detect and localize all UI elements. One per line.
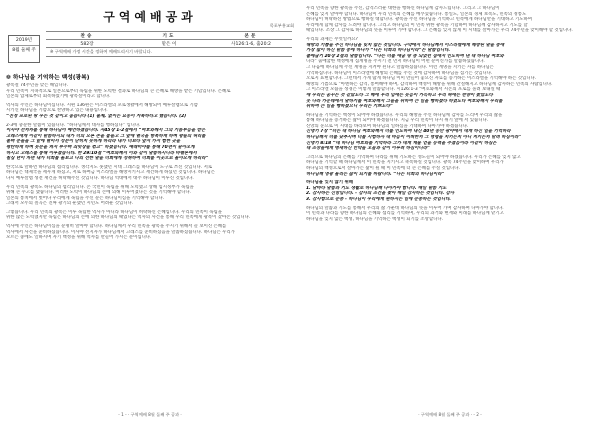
text-line: 다시 예루살렘 성전 재건을 허락해주신 것입니다. 하나님 역대에서 대주 하나님이 이루신 것입니다. [6,175,194,181]
bulletin-title: 구역예배공과 [103,10,197,24]
scripture-quote-line: 에 우리는 꿈꾸는 것 같았도다 그 때에 우리 입에는 웃음이 가득하고 우리 혀에는 찬양이 찼었도다 [306,92,493,98]
paragraph [6,224,294,241]
header-prayer: 기도 [128,32,210,40]
scripture-quote-line: 하시고 고레스를 통해 이루셨습니다. 한 29:10절 “여호와께서 이와 같이 말씀하시니라 바벨론에서 [6,150,197,156]
scripture-quote-line: 이사야 선지자를 통해 하나님이 예언하셨습니다. 사45장 1-2절에서 “여호와께서 그의 기름부음을 받은 [6,128,206,134]
text-line: 우리 민족이 지속적으로 일본으로부터 독립을 위한 노력한 결과로 하나님의 큰 은혜로 해방을 받은 기념입니다. 은혜로 [6,88,231,94]
scripture-quote-line: 하나님께 영광 돌리는 삶이 되기를 바랍니다. “나는 너희의 하나님이라” [306,171,445,177]
right-footer: · 구역예배 8월 둘째 주 공과 · - 2 - [418,412,482,417]
paragraph [6,165,294,182]
paragraph [6,103,294,120]
text-line: 역사에서 사건을 준비하셨습니다. 이사야 선지자가 하나님께서 고레스를 준비하셨음을 말씀하셨습니다. 하나님은 우리가 [6,229,235,235]
text-line: 이 민족과 나라를 향한 하나님의 은혜와 섭리를 기억하며, 우리의 과거와 현재와 미래를 하나님께 맡기고 [306,211,504,217]
scripture-quote-line: 뭇 나라 가운데에서 말하기를 여호와께서 그들을 위하여 큰 일을 행하셨다 하였도다 여호와께서 우리를 [306,98,503,104]
paragraph [306,155,594,177]
right-page [306,6,594,418]
text-line: 그러므로 하나님의 은혜를 기억하며 나라를 위해 기도하는 성도들이 되어야 하겠습니다. 우리가 은혜를 잊지 않고 [306,154,521,160]
closing-paragraph [306,206,594,223]
reminder-item: 2. 감사하는 신앙입니다. - 감사의 조건을 찾아 매일 감사하는 것입니다. 감사 [306,191,455,197]
text-line: 하나님을 잊지 않는 백성, 하나님을 기억하는 백성이 되기를 소망합니다. [306,216,443,222]
text-line: 시키신 하나님을 기쁨으로 찬양하고 있는 내용입니다. [6,108,108,114]
scripture-quote-line: 가장 많이 하신 말씀 중에 하나가 “나는 너희의 하나님이라”는 말씀입니다. [306,48,451,54]
text-line: 때입니다. 조상 그 감사로 하나님의 뜻을 이루어 가야 합니다. 그 은혜를 잊지 않게 이 시대를 살아가는 우리 74주년을 맞이해야 할 것입니다. [306,28,573,34]
text-line: 그 이스라엘 모습을 성경은 이렇게 말씀합니다. 시126:1-3 “여호와께서 시온의 포로를 돌려 보내실 때 [306,87,501,93]
header-scripture: 본문 [210,32,292,40]
text-line: 역사에 주인은 하나님이심을 분명히 알아야 합니다. 하나님께서 우리 민족을 광복을 주시기 위해서 늘 보이신 은혜를 [6,224,227,230]
left-footer: - 1 - · 구역예배 8월 둘째 주 공과 · [118,412,182,417]
scripture-reference: 사126:1-6, 출20:2 [210,40,292,48]
scripture-quote-line: 해방의 기쁨을 주신 하나님을 잊지 않는 것입니다. 구약에서 하나님께서 이스라엘에게 해방된 말을 중에 [306,42,505,48]
hymn-number: 582장 [46,40,128,48]
text-line: 그래서 모두의 질곡은 진짜 광기의 둔했던 시민도 어려운 것입니다. [6,201,134,207]
text-line: 기억하십니다. 하나님이 이스라엘에 해방의 은혜를 주신 것에 감사하며 하나님을 섬기는 것입니다. [306,70,493,76]
paragraph [6,123,294,162]
scripture-quote-line: 하나님께서 너를 낮추시며 너를 시험하사 네 마음이 어떠한지 그 명령을 지키는지 아니 지키는지 알려 하심이라” [306,135,522,141]
text-line: 니라” 출애굽한 백성에게 십계명을 주시기 전 먼저 하나님이 어떤 분이신가를 말씀하셨습니다. [306,59,485,65]
scripture-quote-line: 신명기 8:18 “네 하나님 여호와를 기억하라 그가 네게 재물 얻을 능력을 주셨음이라 이같이 하심은 [306,140,497,146]
text-line: 위해 큰 수고를 했습니다. 이러한 노력이 하나님의 손에 의해 이루어졌다는 것을 기억해야 합니다. [6,190,191,196]
reminder-item: 1. 날마다 말씀과 기도 생활로 하나님께 나아가야 합니다. 매일 말씀 기도 [306,185,447,191]
scripture-quote-line: 출애굽기 20장 2절의 말씀입니다. “나는 너를 애굽 땅 종 되었던 집에서 인도하여 낸 네 하나님 여호와 [306,53,504,59]
text-line: 신앙의 눈으로 이 시대를 바라보며 하나님의 일하심을 기대하며 나아가야 하겠습니다. [306,123,469,129]
left-page [6,6,294,418]
reminder-section [306,180,594,202]
worship-order-table [46,31,292,57]
text-line: 광복절 74주년을 맞는 해입니다. [6,83,69,88]
scripture-quote-line: 위하여 큰 일을 행하셨으니 우리는 기쁘도다” [306,104,393,110]
text-line: 그렇습니다. 우리 민족의 광복은 이루 독립한 역사가 아니라 하나님이 허락하신 은혜입니다. 우리의 민족이 독립을 [6,209,223,215]
text-line: 우리 민족의 광복도 하나님의 섭리입니다. 온 국민이 독립을 위해 노력했고 상해 임시정부가 독립을 [6,184,194,190]
scripture-quote-line: “진정 포로된 땅 우는 것 같이고 옵습니다 (1) 물제, 없이는 요동이 거룩하다고 했습니다. (2) [6,113,187,119]
text-line: 하나님이 허락하신 방법으로 행하실 대합니다. 광복을 주신 하나님을 기억하고 민족에게 하나님만을 기대하고 기도하며 [306,17,532,23]
reminder-title: 하나님을 잊지 않기 위해 [306,180,354,186]
scripture-quote-line: 고레스에게 이같이 말씀하시되 내가 너의 오른 손을 붙들고 그 앞에 열국을 항복하게 하며 왕들의 허리를 [6,133,206,139]
text-line: 우리의 과제는 무엇일까요? [306,36,358,42]
text-line: 우리에게 함께 감사를 드려야 합니다. 그리고 하나님의 이 민족 위한 광복을 기념하여 하나님께 감사하시고 기도를 할 [306,22,528,28]
year-label: 2019년 [9,36,39,46]
week-label: 8월 둘째 주 [12,48,36,53]
text-line: 통해 하나님을 증거하는 삶이 되어야 하겠습니다. 지금 우리 민족이 다시 위기 앞에 서 있습니다. [306,118,489,124]
text-line: 그 다음에 하나님께 주신 계명을 지켜야 된다고 말씀하셨습니다. 이런 계명을 지키는 자를 하나님은 [306,64,494,70]
church-name: 목포부흥교회 [269,23,294,28]
header-hymn: 찬송 [46,32,128,40]
sermon-heading: ❁ 하나님을 기억하는 백성(광복) [6,75,90,81]
text-line: 일본의 통치에서 벗어나 우리에게 독립을 주신 분은 하나님이심을 기억해야 합니다. [6,195,165,201]
scripture-quote-line: 신명기 7장 “너는 네 하나님 여호와께서 너를 인도하여 내신 40년 동안 광야에서 네게 하신 일을 기억하라 [306,129,511,135]
paragraph [306,37,594,110]
scripture-quote-line: 칠십 년이 차면 내가 너희를 돌보고 나의 선한 말을 너희에게 성취하여 너희를 이곳으로 돌아오게 하리라” [6,156,209,162]
text-line: 해방의 기쁨으로 ”아멘하는 감격, 통여해야 하며, 감격하며 백성이 해방을 위해 간절해지고 하나님께 감사하는 민족의 사람입니다. [306,81,553,87]
text-line: 한국으로 말하면 하나님의 섭리입니다. 생각지도 못했던 시대 그레스를 하나님이 도구로 쓰신 것입니다. 저로 [6,164,213,170]
reminder-item: 3. 감사함으로 순종 - 하나님이 우리에게 원하시는 일에 순종하는 것입니다. [306,197,451,202]
text-line: 하나님의 백성으로서 살아가는 삶이 될 때 이 민족에 더 큰 은혜를 주실 것입니다. [306,166,460,172]
left-body [6,83,294,241]
text-line: 역사의 주인은 하나님이십니다. 시편 136편은 이스라엘의 포로생활에서 해방되어 예루살렘으로 기쁨 [6,102,198,108]
date-box [8,35,40,63]
text-line: 오로지 표현합니다. 그런데서 가게 땀게 하나님 이미 만들어 놓으신 자료를 증거하는 이스라엘을 기억해야 하는 것입니다. [306,76,537,82]
text-line: 우리 민족을 향한 광복을 주신, 감격스러운 대한을 행하신 하나님께 감사드립니다. 그리고 그 하나님이 [306,6,500,11]
text-line: 하나님의 말씀과 기도를 통해서 우리의 삶 가운데 하나님의 뜻을 이루어 가며 감사하며 나아가야 합니다. [306,205,504,211]
scripture-quote-line: 풀며 문들을 그 앞에 열어서 성문이 닫히지 못하게 하리라 내가 너보다 앞서 가서 험한 곳을 [6,139,181,145]
text-line: 하나님은 대제국을 세우게 하셨고, 저로 하여금 이스라엘을 해방시키시고 재건하게 하셨던 것입니다. 하나님은 [6,170,216,176]
table-note: ※ 구역예배 가정 시간을 정하여 예배드리시기 바랍니다. [46,48,292,57]
text-line: 은혜를 잊지 말아야 합니다. 하나님이 우리 민족의 은혜를 베푸셨습니다. 통일도, 일본의 경제 보복도, 민족의 정통도 [306,11,527,17]
reminder-list [306,186,594,203]
paragraph [6,83,294,100]
paragraph [6,185,294,207]
text-line: 하나님을 기억할 때 하나님께서 이 민족을 지키시고 축복하실 것입니다. 광복 74주년을 맞이하여 우리가 [306,160,504,166]
text-line: 2-3에 충분한 말씀이 있습니다. “하나님께서 대사를 행하셨다” 입니다. [6,122,141,128]
text-line: 모르는 중에도 일하시며 자기 백성을 위해 역사를 만들어 가시는 분이십니다. [6,235,152,241]
paragraph [306,113,594,152]
paragraph [306,6,594,34]
text-line: 일본의 압제로부터 회복하였기에 광복절이라고 합니다. [6,94,111,100]
text-line: 하나님을 기억하는 백성이 되어야 하겠습니다. 우리의 해방을 주신 하나님께 감사를 드리며 우리의 삶을 [306,112,503,118]
worship-info-header [6,31,294,69]
text-line: 위한 많은 노력했지만 독립은 하나님의 손에 의한 하나님의 때였다는 역사의 사건을 통해 우리 민족에게 광복이 찾아온 것입니다. [6,215,251,221]
right-body [306,6,594,177]
scripture-quote-line: 네 조상들에게 맹세하신 언약을 오늘과 같이 이루려 하심이니라” [306,146,430,152]
paragraph [6,210,294,221]
prayer-leader: 맡은 이 [128,40,210,48]
scripture-quote-line: 평탄하게 하며 놋문을 쳐서 부수며 쇠빗장을 꺾고” 하셨습니다. 예레미야를 통해 70년이 끝아오게 [6,144,195,150]
